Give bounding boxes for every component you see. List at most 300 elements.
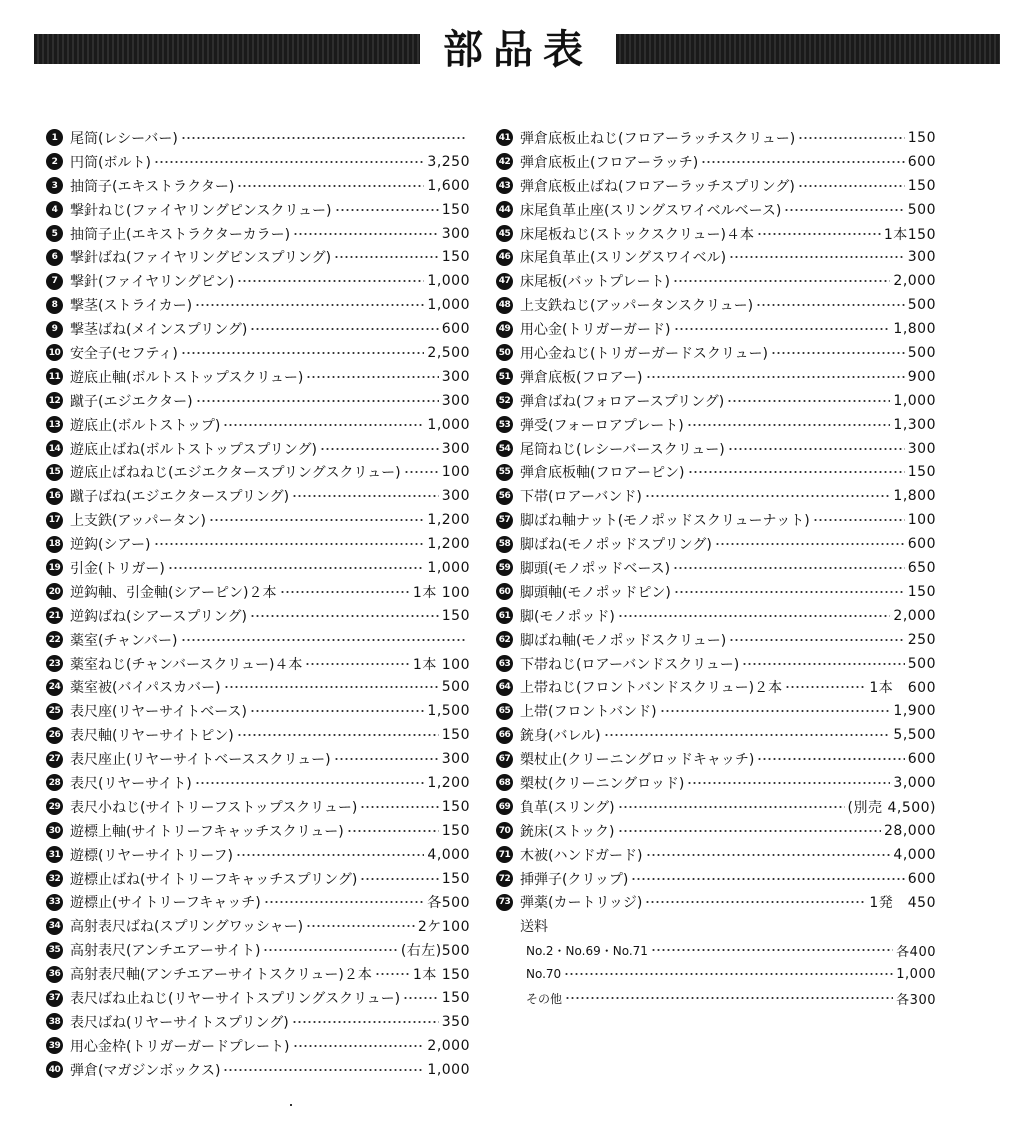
shipping-price: 1,000: [896, 966, 936, 982]
part-price: 300: [441, 488, 470, 505]
dot-leader: [798, 136, 905, 140]
item-number-badge: 1: [46, 129, 63, 146]
part-name: 木被(ハンドガード): [520, 847, 643, 864]
part-price: 150: [441, 870, 470, 887]
dot-leader: [375, 972, 410, 976]
dot-leader: [237, 733, 439, 737]
parts-row: [496, 604, 936, 628]
item-number-badge: 5: [46, 225, 63, 242]
item-number-badge: 14: [46, 440, 63, 457]
part-name: 撃針ねじ(ファイヤリングピンスクリュー): [70, 202, 332, 219]
dot-leader: [264, 900, 425, 904]
part-name: 遊標止(サイトリーフキャッチ): [70, 895, 261, 912]
parts-row: [496, 580, 936, 604]
item-number-badge: 64: [496, 679, 513, 696]
dot-leader: [404, 470, 439, 474]
dot-leader: [263, 948, 397, 952]
item-number-badge: 33: [46, 894, 63, 911]
dot-leader: [196, 399, 439, 403]
part-price: 1本150: [883, 226, 936, 243]
dot-leader: [335, 208, 439, 212]
parts-row: [496, 867, 936, 891]
dot-leader: [728, 447, 905, 451]
parts-row: [46, 150, 470, 174]
item-number-badge: 16: [46, 488, 63, 505]
dot-leader: [181, 638, 467, 642]
part-price: 500: [907, 655, 936, 672]
part-price: (右左)500: [400, 943, 470, 960]
part-name: 撃針ばね(ファイヤリングピンスプリング): [70, 250, 332, 267]
part-price: 300: [907, 249, 936, 266]
page-title: 部品表: [443, 27, 593, 73]
parts-row: [46, 675, 470, 699]
part-name: 負革(スリング): [520, 799, 615, 816]
parts-row: [46, 723, 470, 747]
part-name: 引金(トリガー): [70, 560, 165, 577]
parts-row: [46, 222, 470, 246]
part-name: 尾筒ねじ(レシーバースクリュー): [520, 441, 725, 458]
parts-row: [496, 675, 936, 699]
item-number-badge: 7: [46, 273, 63, 290]
item-number-badge: 20: [46, 583, 63, 600]
part-price: 300: [441, 440, 470, 457]
item-number-badge: 47: [496, 273, 513, 290]
parts-row: [46, 269, 470, 293]
part-name: 尾筒(レシーバー): [70, 130, 178, 147]
item-number-badge: 9: [46, 321, 63, 338]
part-name: 脚ばね軸ナット(モノポッドスクリューナット): [520, 513, 810, 530]
part-name: 挿弾子(クリップ): [520, 871, 629, 888]
parts-row: [46, 174, 470, 198]
part-price: 300: [441, 225, 470, 242]
item-number-badge: 68: [496, 774, 513, 791]
part-price: 300: [907, 440, 936, 457]
dot-leader: [688, 470, 905, 474]
part-name: 弾倉底板(フロアー): [520, 369, 643, 386]
part-name: 薬室(チャンバー): [70, 632, 178, 649]
dot-leader: [293, 232, 439, 236]
part-name: 遊底止ばねねじ(エジエクタースプリングスクリュー): [70, 465, 401, 482]
part-price: 500: [907, 344, 936, 361]
item-number-badge: 65: [496, 703, 513, 720]
dot-leader: [785, 685, 866, 689]
part-price: 1,000: [427, 273, 470, 290]
part-name: 下帯(ロアーバンド): [520, 489, 642, 506]
parts-row: [496, 317, 936, 341]
part-price: 1,200: [427, 774, 470, 791]
parts-row: [496, 747, 936, 771]
shipping-label: 送料: [520, 919, 548, 936]
parts-row: [46, 771, 470, 795]
part-price: 600: [441, 321, 470, 338]
part-price: 150: [441, 990, 470, 1006]
parts-row: [496, 126, 936, 150]
dot-leader: [280, 590, 410, 594]
dot-leader: [645, 494, 891, 498]
parts-row: [46, 508, 470, 532]
dot-leader: [168, 566, 425, 570]
part-name: 安全子(セフティ): [70, 345, 178, 362]
part-price: 1,000: [427, 1061, 470, 1078]
item-number-badge: 66: [496, 727, 513, 744]
part-name: 遊底止軸(ボルトストップスクリュー): [70, 369, 304, 386]
part-price: 300: [441, 751, 470, 768]
parts-row: [46, 747, 470, 771]
dot-leader: [320, 447, 439, 451]
dot-leader: [618, 805, 845, 809]
part-price: 1,600: [427, 177, 470, 194]
part-price: 1,000: [427, 416, 470, 433]
part-price: 1本 600: [869, 680, 936, 697]
parts-row: [46, 1058, 470, 1082]
dot-leader: [181, 351, 425, 355]
parts-list-right: [496, 126, 936, 1010]
part-name: 用心金(トリガーガード): [520, 322, 671, 339]
part-price: 150: [907, 177, 936, 194]
dot-leader: [631, 877, 904, 881]
parts-row: [496, 365, 936, 389]
part-name: 弾倉(マガジンボックス): [70, 1062, 221, 1079]
dot-leader: [347, 829, 439, 833]
part-name: 槊杖止(クリーニングロッドキャッチ): [520, 752, 755, 769]
parts-row: [496, 628, 936, 652]
part-name: 弾倉ばね(フォロアースプリング): [520, 393, 725, 410]
stray-mark: [290, 1104, 292, 1106]
part-price: 2,000: [893, 273, 936, 290]
item-number-badge: 52: [496, 392, 513, 409]
parts-row: [496, 723, 936, 747]
item-number-badge: 71: [496, 846, 513, 863]
part-price: 1,300: [893, 416, 936, 433]
dot-leader: [236, 853, 424, 857]
part-name: 弾薬(カートリッジ): [520, 895, 643, 912]
part-name: 脚(モノポッド): [520, 608, 615, 625]
part-price: 2ケ100: [417, 919, 470, 936]
item-number-badge: 56: [496, 488, 513, 505]
part-name: 逆鈎ばね(シアースプリング): [70, 608, 247, 625]
parts-row: [46, 819, 470, 843]
dot-leader: [195, 303, 424, 307]
item-number-badge: 57: [496, 512, 513, 529]
item-number-badge: 26: [46, 727, 63, 744]
item-number-badge: 22: [46, 631, 63, 648]
item-number-badge: 17: [46, 512, 63, 529]
part-price: 500: [907, 201, 936, 218]
parts-row: [496, 389, 936, 413]
item-number-badge: 10: [46, 344, 63, 361]
part-name: 脚ばね(モノポッドスプリング): [520, 537, 712, 554]
dot-leader: [306, 924, 415, 928]
parts-row: [46, 532, 470, 556]
dot-leader: [334, 255, 439, 259]
dot-leader: [154, 160, 424, 164]
part-name: 弾倉底板軸(フロアーピン): [520, 465, 685, 482]
dot-leader: [250, 614, 439, 618]
parts-row: [46, 652, 470, 676]
dot-leader: [771, 351, 905, 355]
item-number-badge: 45: [496, 225, 513, 242]
part-price: 3,000: [893, 774, 936, 791]
dot-leader: [604, 733, 891, 737]
part-price: 2,500: [427, 344, 470, 361]
part-price: 300: [441, 368, 470, 385]
item-number-badge: 39: [46, 1037, 63, 1054]
parts-row: [496, 460, 936, 484]
item-number-badge: 31: [46, 846, 63, 863]
shipping-item-name: その他: [526, 991, 563, 1006]
part-name: 弾倉底板止(フロアーラッチ): [520, 154, 699, 171]
part-name: 床尾負革止座(スリングスワイベルベース): [520, 202, 782, 219]
item-number-badge: 60: [496, 583, 513, 600]
part-price: 1発 450: [869, 895, 936, 912]
part-price: 1,200: [427, 536, 470, 553]
part-price: 600: [907, 153, 936, 170]
part-name: 弾倉底板止ばね(フロアーラッチスプリング): [520, 178, 795, 195]
parts-row: [46, 484, 470, 508]
part-name: 脚頭軸(モノポッドピン): [520, 584, 671, 601]
part-price: 150: [441, 607, 470, 624]
parts-row: [46, 413, 470, 437]
part-price: 1,000: [427, 297, 470, 314]
part-name: 床尾板ねじ(ストックスクリュー)４本: [520, 226, 754, 243]
parts-row: [496, 771, 936, 795]
item-number-badge: 30: [46, 822, 63, 839]
parts-row: [46, 126, 470, 150]
parts-row: [496, 795, 936, 819]
dot-leader: [305, 662, 410, 666]
item-number-badge: 23: [46, 655, 63, 672]
part-price: 250: [907, 631, 936, 648]
item-number-badge: 15: [46, 464, 63, 481]
dot-leader: [564, 972, 893, 976]
part-name: 床尾板(バットプレート): [520, 274, 670, 291]
dot-leader: [687, 781, 890, 785]
item-number-badge: 3: [46, 177, 63, 194]
part-price: 300: [441, 392, 470, 409]
shipping-row: [496, 938, 936, 962]
parts-row: [496, 198, 936, 222]
part-price: 150: [441, 249, 470, 266]
dot-leader: [618, 829, 881, 833]
item-number-badge: 8: [46, 297, 63, 314]
dot-leader: [250, 709, 424, 713]
dot-leader: [224, 685, 439, 689]
dot-leader: [813, 518, 905, 522]
parts-row: [496, 556, 936, 580]
part-name: 蹴子ばね(エジエクタースプリング): [70, 489, 290, 506]
part-name: 撃茎(ストライカー): [70, 298, 193, 315]
part-name: 蹴子(エジエクター): [70, 393, 193, 410]
parts-row: [496, 891, 936, 915]
dot-leader: [618, 614, 891, 618]
part-name: 脚ばね軸(モノポッドスクリュー): [520, 632, 727, 649]
part-name: 抽筒子止(エキストラクターカラー): [70, 226, 291, 243]
part-price: 1,000: [893, 392, 936, 409]
dot-leader: [674, 327, 891, 331]
parts-row: [496, 843, 936, 867]
part-price: 28,000: [884, 822, 936, 839]
part-name: 床尾負革止(スリングスワイベル): [520, 250, 727, 267]
item-number-badge: 69: [496, 798, 513, 815]
part-name: 上支鉄(アッパータン): [70, 513, 206, 530]
part-price: 100: [907, 512, 936, 529]
parts-row: [46, 198, 470, 222]
parts-row: [496, 652, 936, 676]
dot-leader: [293, 1044, 425, 1048]
part-name: 表尺(リヤーサイト): [70, 775, 192, 792]
parts-row: [496, 819, 936, 843]
item-number-badge: 40: [46, 1061, 63, 1078]
shipping-price: 各300: [896, 992, 936, 1008]
item-number-badge: 53: [496, 416, 513, 433]
dot-leader: [306, 375, 438, 379]
item-number-badge: 48: [496, 297, 513, 314]
part-name: 表尺ばね止ねじ(リヤーサイトスプリングスクリュー): [70, 991, 401, 1007]
item-number-badge: 4: [46, 201, 63, 218]
item-number-badge: 25: [46, 703, 63, 720]
part-name: 高射表尺(アンチエアーサイト): [70, 943, 261, 960]
part-name: 用心金枠(トリガーガードプレート): [70, 1038, 290, 1055]
item-number-badge: 29: [46, 798, 63, 815]
dot-leader: [757, 757, 904, 761]
parts-row: [496, 532, 936, 556]
dot-leader: [651, 948, 893, 952]
part-price: 150: [907, 129, 936, 146]
item-number-badge: 28: [46, 774, 63, 791]
part-name: 薬室被(バイパスカバー): [70, 680, 221, 697]
part-name: 弾倉底板止ねじ(フロアーラッチスクリュー): [520, 130, 796, 147]
item-number-badge: 6: [46, 249, 63, 266]
item-number-badge: 49: [496, 321, 513, 338]
item-number-badge: 46: [496, 249, 513, 266]
part-name: 上支鉄ねじ(アッパータンスクリュー): [520, 298, 754, 315]
part-price: 600: [907, 751, 936, 768]
part-price: 150: [441, 798, 470, 815]
part-price: 各500: [427, 895, 470, 912]
part-name: 遊底止ばね(ボルトストップスプリング): [70, 441, 317, 458]
part-price: 1,200: [427, 512, 470, 529]
dot-leader: [727, 399, 890, 403]
parts-row: [46, 317, 470, 341]
part-price: 350: [441, 1013, 470, 1030]
part-name: 槊杖(クリーニングロッド): [520, 775, 685, 792]
item-number-badge: 44: [496, 201, 513, 218]
part-name: 遊標止ばね(サイトリーフキャッチスプリング): [70, 871, 358, 888]
item-number-badge: 24: [46, 679, 63, 696]
parts-row: [46, 341, 470, 365]
parts-row: [46, 580, 470, 604]
item-number-badge: 70: [496, 822, 513, 839]
dot-leader: [360, 877, 438, 881]
part-name: 脚頭(モノポッドベース): [520, 560, 671, 577]
part-price: 1,500: [427, 703, 470, 720]
part-price: 100: [441, 464, 470, 481]
dot-leader: [181, 136, 467, 140]
part-price: 4,000: [893, 846, 936, 863]
part-name: 遊標上軸(サイトリーフキャッチスクリュー): [70, 823, 344, 840]
item-number-badge: 19: [46, 559, 63, 576]
part-price: 1本 150: [412, 967, 470, 984]
parts-row: [496, 699, 936, 723]
dot-leader: [223, 1068, 424, 1072]
dot-leader: [645, 900, 866, 904]
item-number-badge: 38: [46, 1013, 63, 1030]
dot-leader: [646, 375, 905, 379]
dot-leader: [701, 160, 905, 164]
header-bar-left: [34, 34, 420, 64]
parts-row: [496, 413, 936, 437]
part-price: 1,000: [427, 559, 470, 576]
dot-leader: [360, 805, 438, 809]
parts-row: [46, 293, 470, 317]
dot-leader: [334, 757, 439, 761]
part-name: 上帯(フロントバンド): [520, 704, 657, 721]
part-name: 表尺ばね(リヤーサイトスプリング): [70, 1014, 289, 1031]
item-number-badge: 12: [46, 392, 63, 409]
dot-leader: [784, 208, 904, 212]
part-price: 900: [907, 368, 936, 385]
parts-row: [46, 891, 470, 915]
parts-row: [496, 341, 936, 365]
parts-row: [496, 437, 936, 461]
part-name: 逆鈎軸、引金軸(シアーピン)２本: [70, 584, 277, 601]
parts-row: [496, 484, 936, 508]
dot-leader: [292, 1020, 439, 1024]
dot-leader: [660, 709, 891, 713]
item-number-badge: 50: [496, 344, 513, 361]
parts-row: [46, 795, 470, 819]
part-name: 薬室ねじ(チャンバースクリュー)４本: [70, 656, 303, 673]
part-price: 3,250: [427, 153, 470, 170]
shipping-item-name: No.2・No.69・No.71: [526, 943, 648, 958]
dot-leader: [292, 494, 439, 498]
item-number-badge: 54: [496, 440, 513, 457]
part-name: 銃床(ストック): [520, 823, 615, 840]
item-number-badge: 35: [46, 942, 63, 959]
part-price: 1,800: [893, 321, 936, 338]
parts-row: [46, 1034, 470, 1058]
item-number-badge: 43: [496, 177, 513, 194]
dot-leader: [674, 590, 905, 594]
part-name: 逆鈎(シアー): [70, 537, 151, 554]
part-name: 高射表尺軸(アンチエアーサイトスクリュー)２本: [70, 967, 372, 984]
part-name: 表尺座(リヤーサイトベース): [70, 704, 247, 721]
item-number-badge: 34: [46, 918, 63, 935]
part-name: 銃身(バレル): [520, 728, 601, 745]
part-price: 500: [441, 679, 470, 696]
parts-row: [46, 437, 470, 461]
dot-leader: [742, 662, 905, 666]
part-price: 1本 100: [412, 584, 470, 601]
part-price: (別売 4,500): [847, 799, 936, 816]
dot-leader: [756, 303, 905, 307]
dot-leader: [154, 542, 425, 546]
part-price: 600: [907, 870, 936, 887]
item-number-badge: 36: [46, 966, 63, 983]
part-name: 遊底止(ボルトストップ): [70, 417, 221, 434]
part-name: 遊標(リヤーサイトリーフ): [70, 847, 233, 864]
part-price: 600: [907, 536, 936, 553]
part-price: 150: [441, 822, 470, 839]
parts-row: [46, 1010, 470, 1034]
dot-leader: [646, 853, 891, 857]
item-number-badge: 13: [46, 416, 63, 433]
part-name: 表尺座止(リヤーサイトベーススクリュー): [70, 752, 331, 769]
part-name: 表尺小ねじ(サイトリーフストップスクリュー): [70, 799, 358, 816]
item-number-badge: 72: [496, 870, 513, 887]
dot-leader: [403, 996, 439, 1000]
parts-row: [46, 867, 470, 891]
